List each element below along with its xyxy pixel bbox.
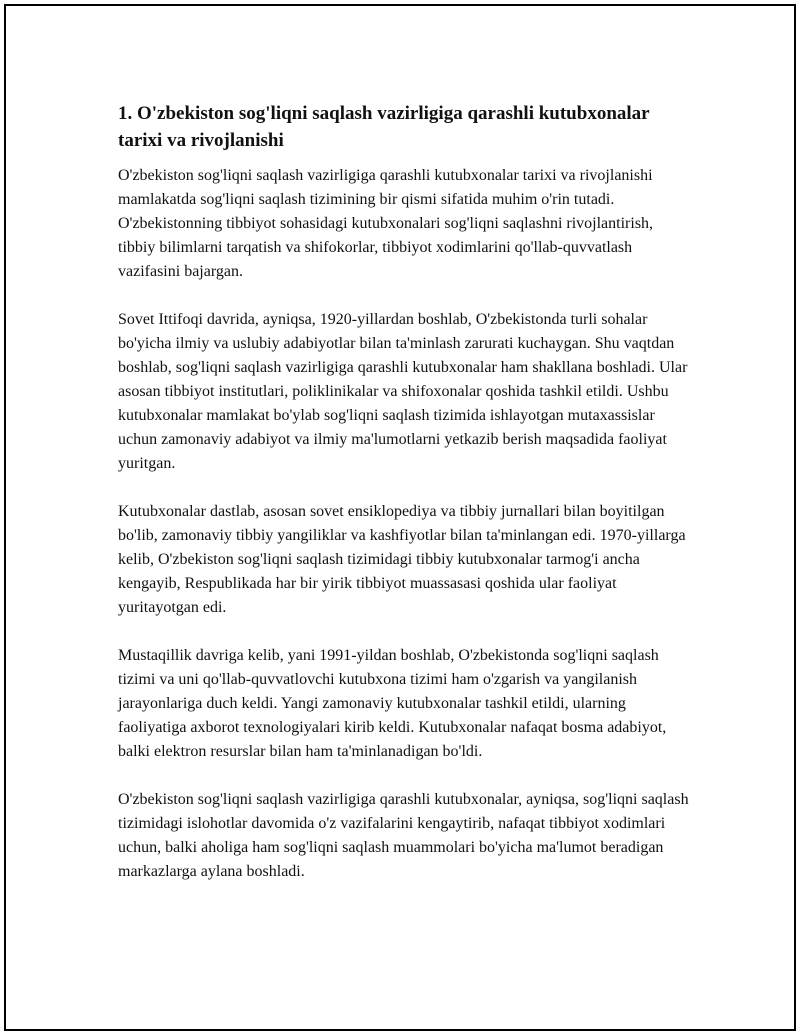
paragraph-1: O'zbekiston sog'liqni saqlash vazirligiga qarashli kutubxonalar tarixi va rivojlanishi mamlakatda sog'liqni saqlash tizimining bir qismi sifatida muhim o'rin tutadi. O'zbekistonning tibbiyot sohasidagi kutubxonalari sog'liqni saqlashni rivojlantirish, tibbiy bilimlarni tarqatish va shifokorlar, tibbiyot xodimlarini qo'llab-quvvatlash vazifasini bajargan. (118, 167, 654, 280)
document-body (118, 100, 692, 908)
paragraph-3: Kutubxonalar dastlab, asosan sovet ensiklopediya va tibbiy jurnallari bilan boyitilgan bo'lib, zamonaviy tibbiy yangiliklar va kashfiyotlar bilan ta'minlangan edi. 1970-yillarga kelib, O'zbekiston sog'liqni saqlash tizimidagi tibbiy kutubxonalar tarmog'i ancha kengayib, Respublikada har bir yirik tibbiyot muassasasi qoshida ular faoliyat yuritayotgan edi. (118, 503, 686, 616)
page-frame (4, 4, 796, 1031)
paragraph-2: Sovet Ittifoqi davrida, ayniqsa, 1920-yillardan boshlab, O'zbekistonda turli sohalar bo'yicha ilmiy va uslubiy adabiyotlar bilan ta'minlash zarurati kuchaygan. Shu vaqtdan boshlab, sog'liqni saqlash vazirligiga qarashli kutubxonalar ham shakllana boshladi. Ular asosan tibbiyot institutlari, poliklinikalar va shifoxonalar qoshida tashkil etildi. Ushbu kutubxonalar mamlakat bo'ylab sog'liqni saqlash tizimida ishlayotgan mutaxassislar uchun zamonaviy adabiyot va ilmiy ma'lumotlarni yetkazib berish maqsadida faoliyat yuritgan. (118, 311, 688, 472)
section-title: 1. O'zbekiston sog'liqni saqlash vazirligiga qarashli kutubxonalar tarixi va rivojlanishi (118, 103, 650, 151)
paragraph-5: O'zbekiston sog'liqni saqlash vazirligiga qarashli kutubxonalar, ayniqsa, sog'liqni saqlash tizimidagi islohotlar davomida o'z vazifalarini kengaytirib, nafaqat tibbiyot xodimlari uchun, balki aholiga ham sog'liqni saqlash muammolari bo'yicha ma'lumot beradigan markazlarga aylana boshladi. (118, 791, 689, 880)
paragraph-4: Mustaqillik davriga kelib, yani 1991-yildan boshlab, O'zbekistonda sog'liqni saqlash tizimi va uni qo'llab-quvvatlovchi kutubxona tizimi ham o'zgarish va yangilanish jarayonlariga duch keldi. Yangi zamonaviy kutubxonalar tashkil etildi, ularning faoliyatiga axborot texnologiyalari kirib keldi. Kutubxonalar nafaqat bosma adabiyot, balki elektron resurslar bilan ham ta'minlanadigan bo'ldi. (118, 647, 667, 760)
